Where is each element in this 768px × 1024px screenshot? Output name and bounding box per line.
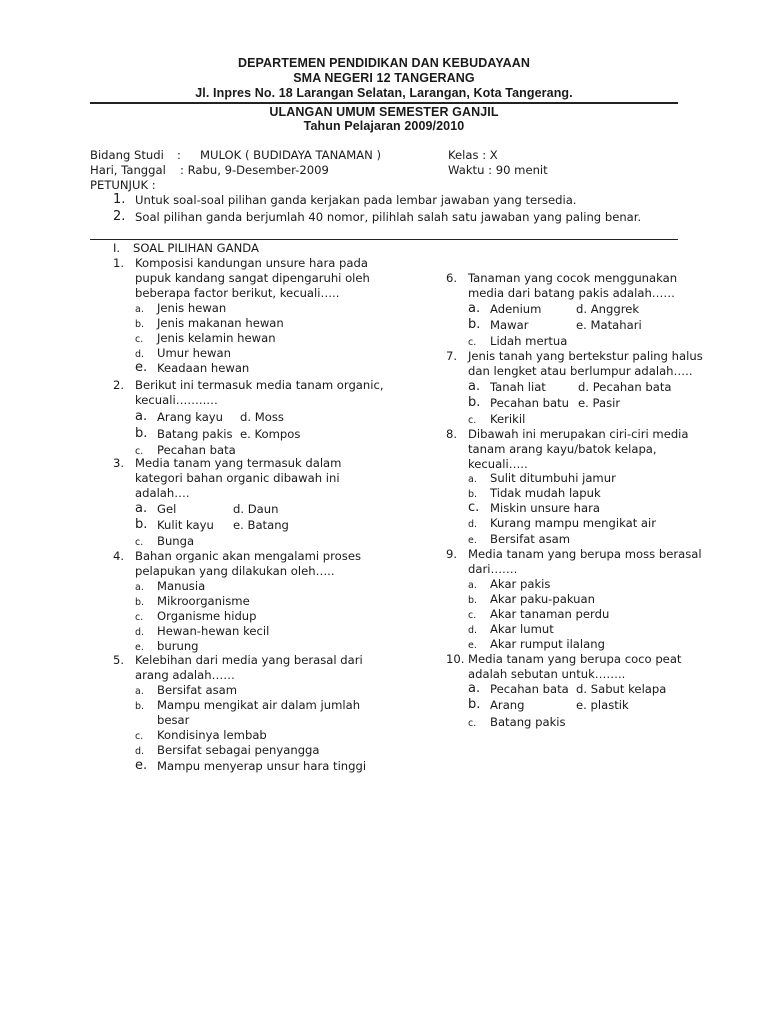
option-text: Akar rumput ilalang xyxy=(490,637,605,651)
option-text-alt: d. Moss xyxy=(240,410,284,424)
option-letter: a. xyxy=(135,686,144,697)
header-department: DEPARTEMEN PENDIDIKAN DAN KEBUDAYAAN xyxy=(237,56,531,70)
question-item xyxy=(446,547,702,577)
instruction-number: 2. xyxy=(113,209,126,224)
option-text: Batang pakis xyxy=(490,715,566,729)
question-text: tanam arang kayu/batok kelapa, xyxy=(468,442,657,456)
section-title: SOAL PILIHAN GANDA xyxy=(133,241,259,255)
question-text: Tanaman yang cocok menggunakan xyxy=(468,271,678,285)
option-text: Miskin unsure hara xyxy=(490,501,600,515)
option-text: Mawar xyxy=(490,318,529,332)
option-text: Pecahan batu xyxy=(490,396,570,410)
question-text: Dibawah ini merupakan ciri-ciri media xyxy=(468,427,689,441)
option-text: Akar lumut xyxy=(490,622,554,636)
question-text: pupuk kandang sangat dipengaruhi oleh xyxy=(135,271,370,285)
question-text: adalah…. xyxy=(135,486,190,500)
option-letter: a. xyxy=(468,379,481,394)
option-text: Arang xyxy=(490,698,525,712)
option-text: Jenis kelamin hewan xyxy=(157,331,276,345)
question-item xyxy=(446,271,686,301)
option-text: Arang kayu xyxy=(157,410,224,424)
question-item xyxy=(113,549,361,579)
option-text: Bersifat asam xyxy=(490,532,571,546)
option-text: Bersifat sebagai penyangga xyxy=(157,743,320,757)
question-text: dan lengket atau berlumpur adalah….. xyxy=(468,364,693,378)
option-letter: d. xyxy=(135,627,145,638)
question-text: arang adalah…… xyxy=(135,668,235,682)
class-info: Kelas : X xyxy=(448,148,498,162)
option-text: Kurang mampu mengikat air xyxy=(490,516,657,530)
question-number: 9. xyxy=(446,547,458,561)
option-text: besar xyxy=(157,713,190,727)
option-text: Mampu mengikat air dalam jumlah xyxy=(157,698,361,712)
date-value: : Rabu, 9-Desember-2009 xyxy=(180,163,329,177)
option-letter: c. xyxy=(135,612,144,623)
date-label: Hari, Tanggal xyxy=(90,163,166,177)
option-letter: d. xyxy=(135,349,145,360)
option-text-alt: e. Matahari xyxy=(576,318,642,332)
question-item xyxy=(446,427,689,472)
header-address: Jl. Inpres No. 18 Larangan Selatan, Larangan, Kota Tangerang. xyxy=(195,86,573,100)
question-number: 3. xyxy=(113,456,125,470)
question-text: adalah sebutan untuk…….. xyxy=(468,667,626,681)
option-text: Jenis makanan hewan xyxy=(157,316,284,330)
option-letter: b. xyxy=(135,597,145,608)
option-text: Tidak mudah lapuk xyxy=(490,486,601,500)
question-text: Komposisi kandungan unsure hara pada xyxy=(135,256,368,270)
question-text: Jenis tanah yang bertekstur paling halus xyxy=(468,349,703,363)
time-info: Waktu : 90 menit xyxy=(448,163,548,177)
option-letter: d. xyxy=(468,519,478,530)
option-letter: a. xyxy=(135,304,144,315)
option-text: Kerikil xyxy=(490,412,526,426)
option-letter: b. xyxy=(135,701,145,712)
option-text: Akar pakis xyxy=(490,577,551,591)
option-letter: c. xyxy=(468,337,477,348)
option-letter: a. xyxy=(135,409,148,424)
option-text-alt: e. plastik xyxy=(576,698,629,712)
option-letter: a. xyxy=(468,580,477,591)
question-number: 4. xyxy=(113,549,125,563)
option-text: Bunga xyxy=(157,534,195,548)
instructions-label: PETUNJUK : xyxy=(90,178,156,192)
question-text: Media tanam yang berupa coco peat xyxy=(468,652,682,666)
option-text: Pecahan bata xyxy=(157,443,236,457)
option-letter: c. xyxy=(468,718,477,729)
option-text-alt: e. Kompos xyxy=(240,427,301,441)
option-text: Pecahan bata xyxy=(490,682,569,696)
option-letter: b. xyxy=(468,697,481,712)
option-text: Mampu menyerap unsur hara tinggi xyxy=(157,759,367,773)
question-item xyxy=(113,456,353,501)
question-number: 7. xyxy=(446,349,458,363)
subject-label: Bidang Studi xyxy=(90,148,164,162)
subject-separator: : xyxy=(177,148,181,162)
question-text: Kelebihan dari media yang berasal dari xyxy=(135,653,363,667)
academic-year: Tahun Pelajaran 2009/2010 xyxy=(303,119,465,133)
header-school: SMA NEGERI 12 TANGERANG xyxy=(293,71,475,85)
exam-title: ULANGAN UMUM SEMESTER GANJIL xyxy=(269,105,499,119)
option-text-alt: e. Batang xyxy=(233,518,289,532)
option-letter: a. xyxy=(468,681,481,696)
instruction-number: 1. xyxy=(113,192,126,207)
question-number: 6. xyxy=(446,271,458,285)
question-item xyxy=(113,256,370,301)
option-letter: a. xyxy=(135,582,144,593)
option-text: Adenium xyxy=(490,302,542,316)
option-letter: b. xyxy=(468,395,481,410)
question-item xyxy=(113,378,384,408)
question-number: 2. xyxy=(113,378,125,392)
question-text: Media tanam yang termasuk dalam xyxy=(135,456,342,470)
question-item xyxy=(446,349,703,379)
option-text: Akar paku-pakuan xyxy=(490,592,595,606)
option-letter: a. xyxy=(468,474,477,485)
question-number: 1. xyxy=(113,256,125,270)
option-letter: c. xyxy=(468,500,480,515)
option-text: Organisme hidup xyxy=(157,609,257,623)
question-text: pelapukan yang dilakukan oleh….. xyxy=(135,564,335,578)
option-letter: c. xyxy=(135,537,144,548)
option-text: Sulit ditumbuhi jamur xyxy=(490,471,616,485)
option-letter: c. xyxy=(468,610,477,621)
option-text-alt: e. Pasir xyxy=(578,396,621,410)
question-text: beberapa factor berikut, kecuali….. xyxy=(135,286,340,300)
option-letter: a. xyxy=(135,501,148,516)
option-text: Jenis hewan xyxy=(157,301,227,315)
section-number: I. xyxy=(113,241,121,255)
question-number: 8. xyxy=(446,427,458,441)
option-text: Keadaan hewan xyxy=(157,361,250,375)
subject-value: MULOK ( BUDIDAYA TANAMAN ) xyxy=(200,148,382,162)
question-text: kategori bahan organic dibawah ini xyxy=(135,471,340,485)
section-divider xyxy=(90,239,678,240)
option-text: Bersifat asam xyxy=(157,683,238,697)
option-text: Akar tanaman perdu xyxy=(490,607,610,621)
option-letter: d. xyxy=(135,746,145,757)
option-text: Gel xyxy=(157,502,177,516)
option-letter: e. xyxy=(135,758,148,773)
question-text: dari……. xyxy=(468,562,518,576)
question-text: media dari batang pakis adalah…… xyxy=(468,286,675,300)
option-letter: b. xyxy=(135,517,148,532)
question-item xyxy=(446,652,686,682)
option-text: Tanah liat xyxy=(490,380,546,394)
option-letter: b. xyxy=(468,489,478,500)
question-text: kecuali……..… xyxy=(135,393,218,407)
option-text: Batang pakis xyxy=(157,427,233,441)
option-text-continued xyxy=(157,713,189,728)
option-text: Manusia xyxy=(157,579,206,593)
question-text: Bahan organic akan mengalami proses xyxy=(135,549,361,563)
option-letter: b. xyxy=(135,426,148,441)
option-letter: a. xyxy=(468,301,481,316)
question-text: Berikut ini termasuk media tanam organic, xyxy=(135,378,384,392)
option-text: Hewan-hewan kecil xyxy=(157,624,270,638)
header-divider xyxy=(90,102,678,104)
option-text-alt: d. Sabut kelapa xyxy=(576,682,667,696)
question-text: kecuali….. xyxy=(468,457,528,471)
option-text-alt: d. Anggrek xyxy=(576,302,640,316)
option-text: Umur hewan xyxy=(157,346,231,360)
option-text: burung xyxy=(157,639,199,653)
instruction-text: Soal pilihan ganda berjumlah 40 nomor, pilihlah salah satu jawaban yang paling benar. xyxy=(135,210,642,224)
option-letter: d. xyxy=(468,625,478,636)
option-text-alt: d. Daun xyxy=(233,502,279,516)
option-letter: e. xyxy=(468,535,477,546)
question-number: 10. xyxy=(446,652,465,666)
instruction-text: Untuk soal-soal pilihan ganda kerjakan pada lembar jawaban yang tersedia. xyxy=(135,193,577,207)
question-number: 5. xyxy=(113,653,125,667)
option-text: Kondisinya lembab xyxy=(157,728,267,742)
option-letter: b. xyxy=(135,319,145,330)
option-letter: b. xyxy=(468,595,478,606)
option-letter: e. xyxy=(135,642,144,653)
option-letter: c. xyxy=(135,334,144,345)
option-text: Lidah mertua xyxy=(490,334,568,348)
option-letter: c. xyxy=(468,415,477,426)
option-text: Mikroorganisme xyxy=(157,594,250,608)
option-text-alt: d. Pecahan bata xyxy=(578,380,672,394)
question-text: Media tanam yang berupa moss berasal xyxy=(468,547,702,561)
option-letter: c. xyxy=(135,731,144,742)
option-letter: c. xyxy=(135,446,144,457)
question-item xyxy=(113,653,363,683)
option-letter: b. xyxy=(468,317,481,332)
option-letter: e. xyxy=(135,360,148,375)
option-text: Kulit kayu xyxy=(157,518,214,532)
option-letter: e. xyxy=(468,640,477,651)
